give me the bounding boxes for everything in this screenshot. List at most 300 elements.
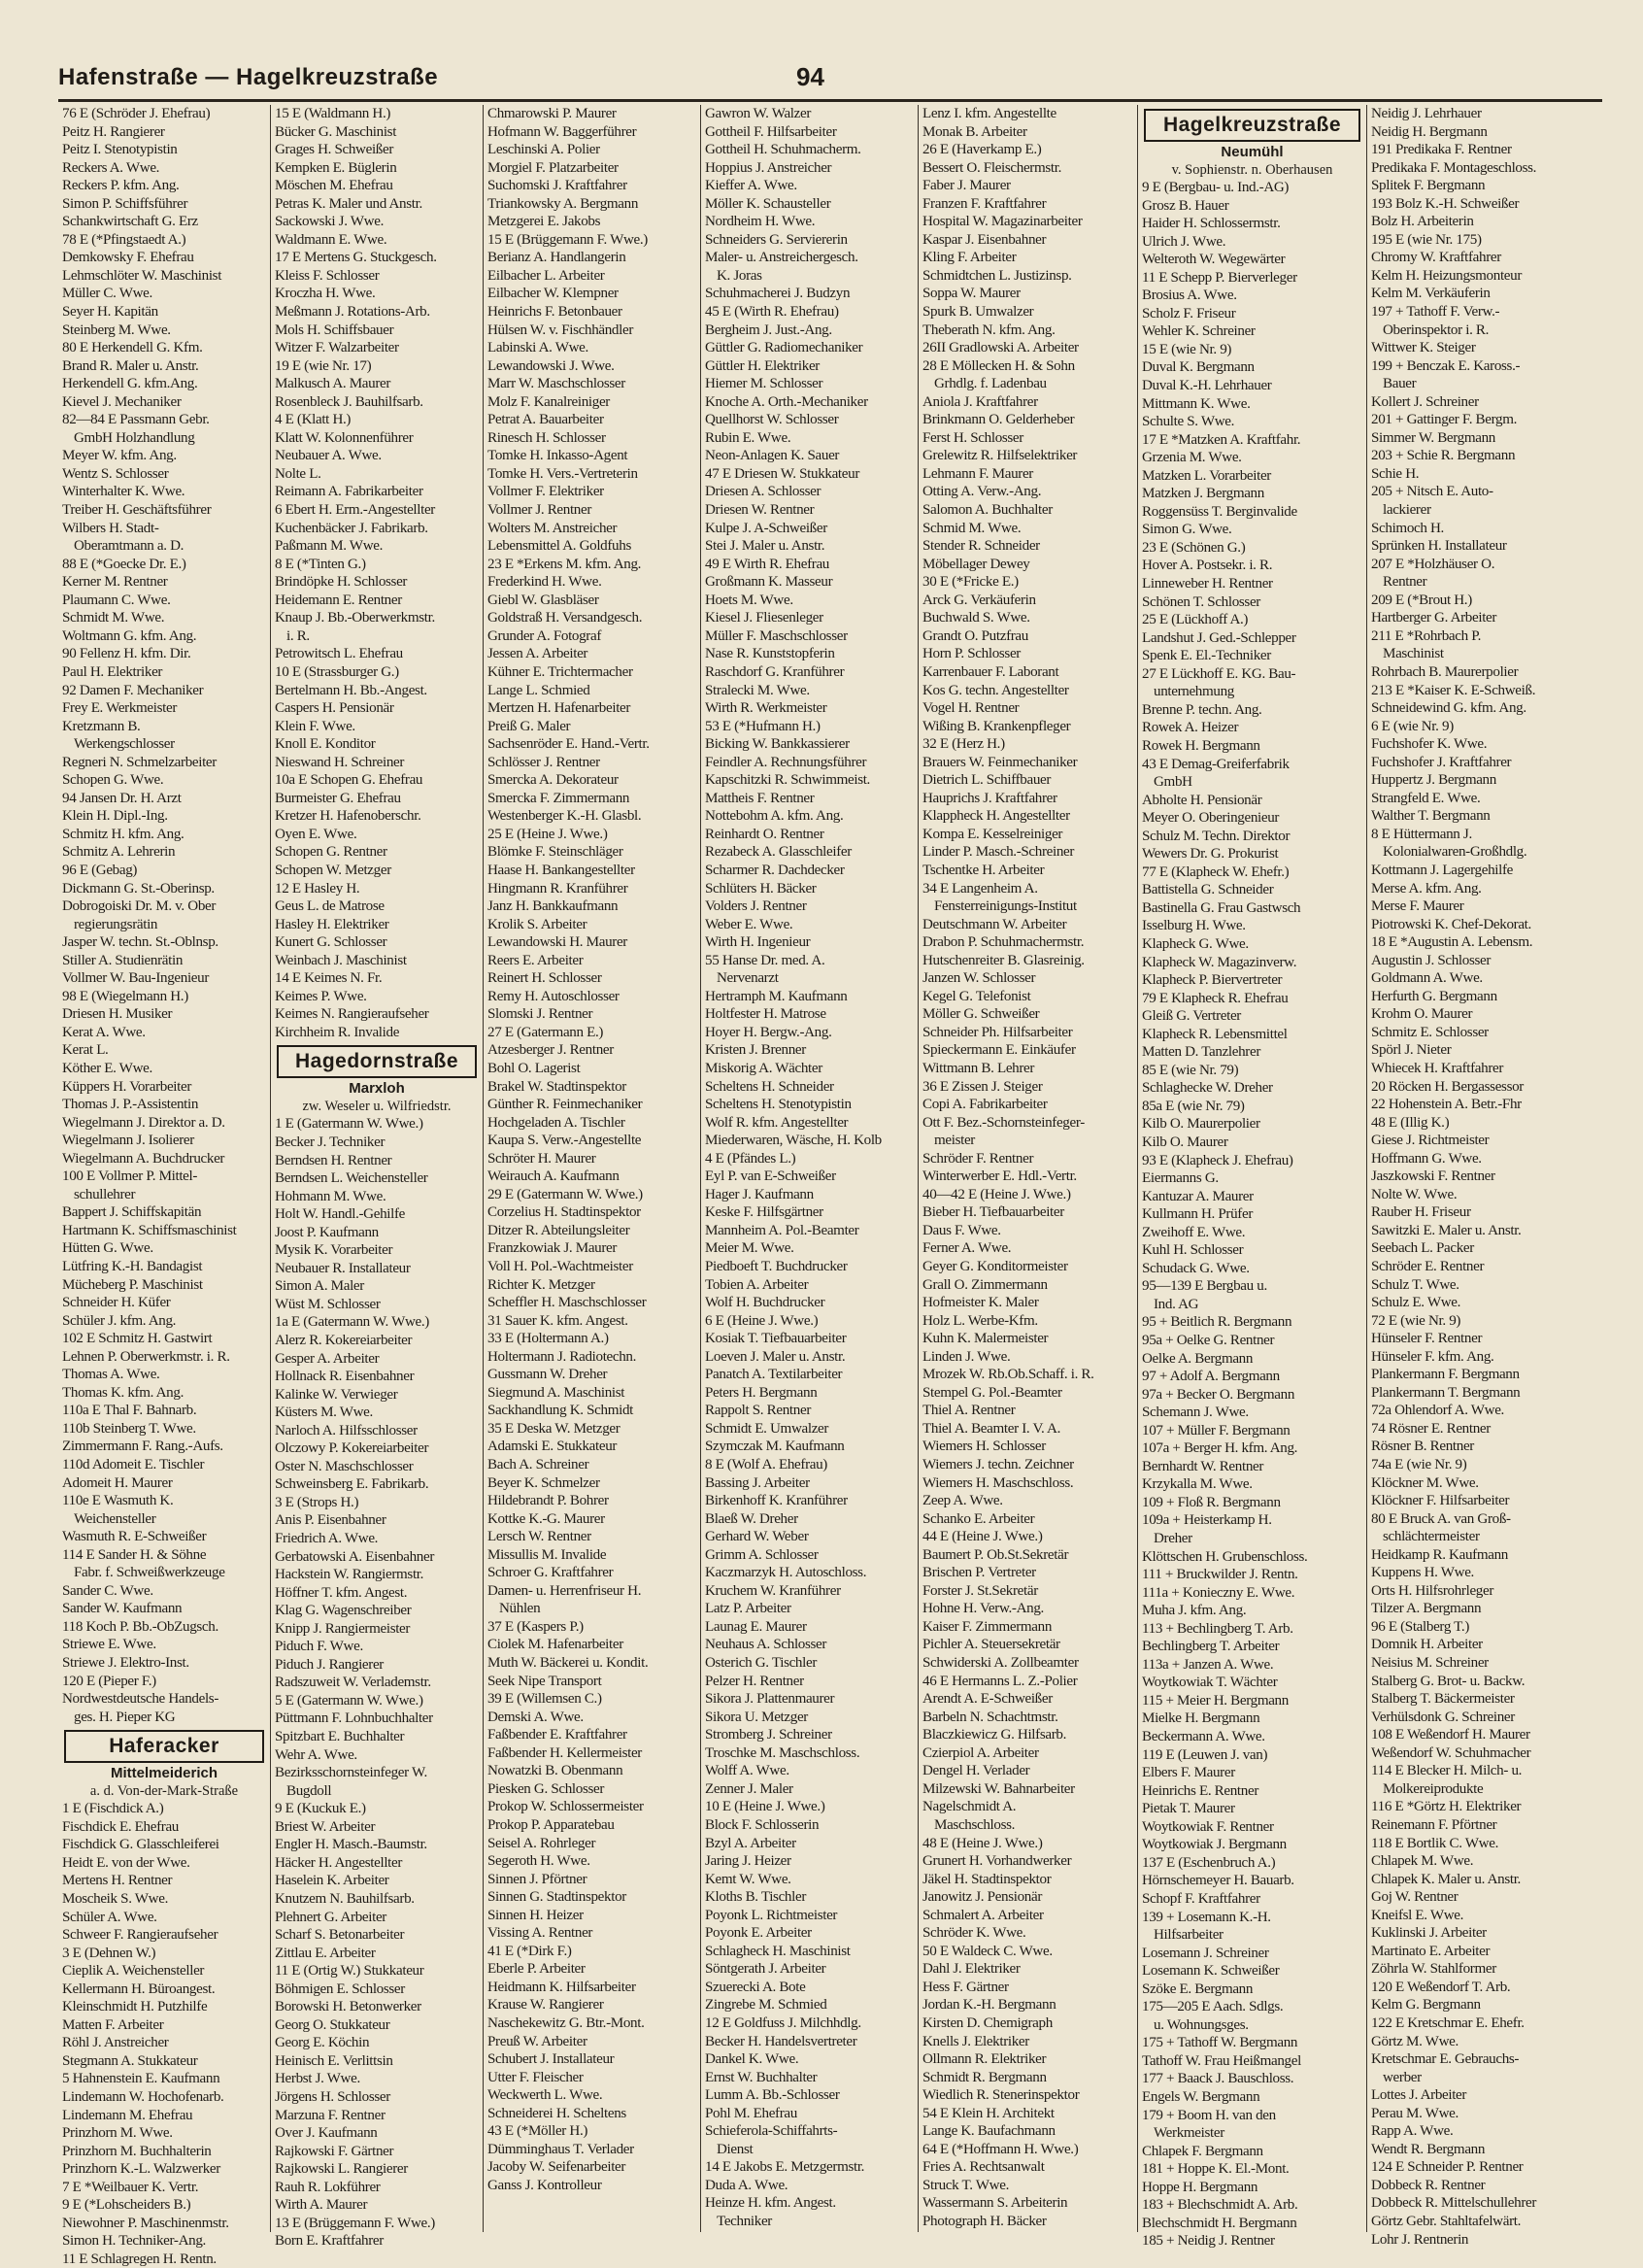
directory-entry: Lehmann F. Maurer [922,465,1033,482]
directory-entry: 181 + Hoppe K. El.-Mont. [1142,2161,1290,2178]
directory-entry: Launag E. Maurer [705,1618,807,1635]
directory-entry: Szymczak M. Kaufmann [705,1439,845,1455]
directory-entry: Piduch J. Rangierer [275,1656,384,1673]
directory-entry: Möller G. Schweißer [922,1006,1040,1023]
directory-entry: Bach A. Schreiner [487,1457,589,1473]
directory-entry: Schneiders G. Serviererin [705,231,848,248]
directory-entry: Pietak T. Maurer [1142,1801,1235,1817]
directory-entry: Hackstein W. Rangiermstr. [275,1567,424,1583]
directory-entry: Klapheck G. Wwe. [1142,935,1249,952]
directory-entry: 78 E (*Pfingstaedt A.) [62,231,186,248]
directory-entry: Eberle P. Arbeiter [487,1961,586,1978]
directory-entry: 64 E (*Hoffmann H. Wwe.) [922,2141,1079,2157]
directory-entry: Peters H. Bergmann [705,1384,818,1401]
directory-entry: Rauber H. Friseur [1371,1204,1471,1221]
directory-entry: Berianz A. Handlangerin [487,250,626,266]
directory-entry: Tomke H. Vers.-Vertreterin [487,465,638,482]
directory-entry: 25 E (Lückhoff A.) [1142,612,1249,628]
directory-entry: Kos G. techn. Angestellter [922,682,1069,698]
directory-entry: Losemann K. Schweißer [1142,1963,1280,1980]
directory-entry: 50 E Waldeck C. Wwe. [922,1943,1053,1959]
directory-entry: 195 E (wie Nr. 175) [1371,231,1482,248]
directory-entry: Brindöpke H. Schlosser [275,574,408,591]
directory-entry: Labinski A. Wwe. [487,340,588,356]
directory-entry: Szöke E. Bergmann [1142,1980,1254,1997]
directory-entry: Dahl J. Elektriker [922,1961,1021,1978]
directory-entry: Rubin E. Wwe. [705,429,791,446]
directory-entry: Birkenhoff K. Kranführer [705,1493,848,1509]
directory-entry-continuation: werber [1383,2069,1422,2085]
directory-entry: Schopen G. Rentner [275,844,387,861]
directory-entry: 85 E (wie Nr. 79) [1142,1062,1239,1078]
directory-entry: Kirchheim R. Invalide [275,1024,400,1040]
street-heading: Hagelkreuzstraße [1144,109,1360,142]
directory-entry: Caspers H. Pensionär [275,700,394,717]
directory-entry: Hohne H. Verw.-Ang. [922,1601,1044,1617]
directory-entry: Molz F. Kanalreiniger [487,393,610,410]
directory-entry: Wilbers H. Stadt- [62,520,159,536]
directory-entry: 110a E Thal F. Bahnarb. [62,1403,197,1419]
directory-entry: Lehmschlöter W. Maschinist [62,267,222,284]
directory-entry: Dickmann G. St.-Oberinsp. [62,880,215,897]
directory-entry: 116 E *Görtz H. Elektriker [1371,1799,1522,1815]
directory-entry: Lewandowski J. Wwe. [487,357,615,374]
directory-entry: 39 E (Willemsen C.) [487,1691,602,1708]
directory-entry: Zimmermann F. Rang.-Aufs. [62,1439,223,1455]
directory-entry: Hertramph M. Kaufmann [705,988,848,1004]
directory-entry: Ferst H. Schlosser [922,429,1023,446]
directory-entry: Weber E. Wwe. [705,916,793,932]
directory-entry: Spurk B. Umwalzer [922,304,1034,321]
directory-entry: 193 Bolz K.-H. Schweißer [1371,195,1520,212]
district-subheading: v. Sophienstr. n. Oberhausen [1171,162,1333,178]
directory-entry: 27 E (Gatermann E.) [487,1024,604,1040]
directory-entry: Faßbender E. Kraftfahrer [487,1727,627,1743]
directory-entry: 12 E Goldfuss J. Milchhdlg. [705,2014,861,2031]
directory-entry: Ganss J. Kontrolleur [487,2177,602,2193]
directory-entry: Mannheim A. Pol.-Beamter [705,1222,859,1238]
directory-entry: Hoppius J. Anstreicher [705,159,832,176]
column-6 [1138,105,1367,2250]
directory-entry: 82—84 E Passmann Gebr. [62,412,210,428]
directory-entry: 19 E (wie Nr. 17) [275,357,372,374]
directory-entry: Jordan K.-H. Bergmann [922,1997,1056,2014]
directory-entry: Daus F. Wwe. [922,1222,1001,1238]
directory-entry: Grzenia M. Wwe. [1142,450,1242,466]
directory-entry: Knutzem N. Bauhilfsarb. [275,1890,415,1907]
directory-entry: Heidt E. von der Wwe. [62,1854,190,1871]
directory-columns [58,105,1602,2267]
directory-entry: Herfurth G. Bergmann [1371,988,1497,1004]
directory-entry: Sachsenröder E. Hand.-Vertr. [487,736,650,753]
directory-entry: Moscheik S. Wwe. [62,1890,168,1907]
directory-entry: Wirth R. Werkmeister [705,700,827,717]
directory-entry: Plaumann C. Wwe. [62,592,171,608]
directory-entry: 45 E (Wirth R. Ehefrau) [705,304,839,321]
directory-entry: Spenk E. El.-Techniker [1142,648,1271,664]
directory-entry: Nieswand H. Schreiner [275,754,405,770]
directory-entry: Keimes N. Rangieraufseher [275,1006,429,1023]
directory-entry: Simon H. Techniker-Ang. [62,2233,206,2250]
directory-entry: Janzen W. Schlosser [922,970,1036,987]
directory-entry: Grunert H. Vorhandwerker [922,1853,1072,1870]
directory-entry: Plankermann F. Bergmann [1371,1367,1520,1383]
directory-entry: Rajkowski F. Gärtner [275,2143,394,2159]
directory-entry: Kuhn K. Malermeister [922,1331,1049,1347]
directory-entry: Eyl P. van E-Schweißer [705,1168,836,1185]
directory-entry: Güttler H. Elektriker [705,357,820,374]
directory-entry: Schröder E. Rentner [1371,1259,1485,1274]
directory-entry: Baumert P. Ob.St.Sekretär [922,1546,1069,1563]
directory-entry: 48 E (Heine J. Wwe.) [922,1835,1043,1851]
directory-entry: Weckwerth L. Wwe. [487,2087,603,2104]
directory-entry: 74a E (wie Nr. 9) [1371,1457,1467,1473]
directory-entry: Schulz T. Wwe. [1371,1276,1459,1293]
directory-entry: Hoffmann G. Wwe. [1371,1150,1482,1167]
directory-entry-continuation: unternehmung [1154,684,1234,700]
directory-entry: Wiemers H. Schlosser [922,1439,1046,1455]
directory-entry: Grelewitz R. Hilfselektriker [922,448,1078,464]
directory-entry: 43 E (*Möller H.) [487,2123,588,2140]
directory-entry: Simon G. Wwe. [1142,522,1232,538]
street-heading: Hagedornstraße [277,1045,477,1078]
directory-entry: Sander W. Kaufmann [62,1601,183,1617]
directory-entry: 88 E (*Goecke Dr. E.) [62,556,186,572]
directory-entry: 90 Fellenz H. kfm. Dir. [62,646,191,662]
directory-entry: Ulrich J. Wwe. [1142,233,1226,250]
directory-entry-continuation: Oberamtmann a. D. [74,538,184,555]
directory-entry: Nordwestdeutsche Handels- [62,1691,219,1708]
directory-entry: 1 E (Gatermann W. Wwe.) [275,1116,423,1133]
directory-entry: Bernhardt W. Rentner [1142,1458,1264,1474]
directory-entry: Schmid M. Wwe. [922,520,1022,536]
directory-entry: Stegmann A. Stukkateur [62,2052,198,2069]
directory-entry: Suchomski J. Kraftfahrer [487,178,627,194]
directory-entry-continuation: schlächtermeister [1383,1529,1480,1545]
directory-entry: Spörl J. Nieter [1371,1042,1452,1059]
directory-entry: Mielke H. Bergmann [1142,1710,1260,1727]
directory-entry: Duda A. Wwe. [705,2177,788,2193]
directory-entry: Matzken L. Vorarbeiter [1142,467,1271,484]
directory-entry: Kantuzar A. Maurer [1142,1188,1254,1204]
directory-entry: Knipp J. Rangiermeister [275,1620,411,1637]
directory-entry: 54 E Klein H. Architekt [922,2105,1055,2121]
directory-entry: Schulz M. Techn. Direktor [1142,828,1291,844]
directory-entry: 85a E (wie Nr. 79) [1142,1098,1245,1114]
directory-entry: Kieffer A. Wwe. [705,178,797,194]
directory-entry: Marzuna F. Rentner [275,2107,386,2123]
directory-entry: Günther R. Feinmechaniker [487,1097,643,1113]
directory-entry: Engler H. Masch.-Baumstr. [275,1837,427,1853]
directory-entry: Atzesberger J. Rentner [487,1042,614,1059]
directory-entry: Mücheberg P. Maschinist [62,1276,203,1293]
directory-entry: Losemann J. Schreiner [1142,1945,1269,1961]
directory-entry: Damen- u. Herrenfriseur H. [487,1582,642,1599]
directory-entry: Schneider Ph. Hilfsarbeiter [922,1024,1073,1040]
directory-entry: Kneifsl E. Wwe. [1371,1907,1464,1923]
directory-entry: Nolte W. Wwe. [1371,1186,1458,1202]
directory-entry-continuation: Dreher [1154,1531,1192,1547]
directory-entry: Forster J. St.Sekretär [922,1582,1038,1599]
directory-entry: Klag G. Wagenschreiber [275,1603,412,1619]
directory-entry: Otting A. Verw.-Ang. [922,484,1042,500]
directory-entry: Kapschitzki R. Schwimmeist. [705,772,870,789]
directory-entry: Giebl W. Glasbläser [487,592,599,608]
directory-entry: 118 E Bortlik C. Wwe. [1371,1835,1498,1851]
directory-entry: Schanko E. Arbeiter [922,1510,1035,1527]
directory-entry: Kühner E. Trichtermacher [487,663,633,680]
directory-entry: Rosenbleck J. Bauhilfsarb. [275,393,423,410]
directory-entry: Wentz S. Schlosser [62,465,169,482]
directory-entry: Pichler A. Steuersekretär [922,1637,1060,1653]
directory-entry: Burmeister G. Ehefrau [275,790,401,806]
directory-entry: Möller K. Schausteller [705,195,831,212]
directory-entry: Wolf H. Buchdrucker [705,1295,825,1311]
directory-entry: Paßmann M. Wwe. [275,538,384,555]
directory-entry: Zöhrla W. Stahlformer [1371,1961,1496,1978]
directory-entry: Reinert H. Schlosser [487,970,602,987]
directory-entry: 48 E (Illig K.) [1371,1114,1450,1131]
directory-entry: Schroer G. Kraftfahrer [487,1565,614,1581]
directory-entry: Isselburg H. Wwe. [1142,918,1246,934]
directory-entry: Röhl J. Anstreicher [62,2035,169,2051]
directory-entry: Meyer W. kfm. Ang. [62,448,177,464]
directory-entry: Müller C. Wwe. [62,286,152,302]
directory-entry: Woytkowiak J. Bergmann [1142,1837,1287,1853]
directory-entry: Hollnack R. Eisenbahner [275,1369,415,1385]
directory-entry: Lange K. Baufachmann [922,2123,1056,2140]
directory-entry: Ditzer R. Abteilungsleiter [487,1222,630,1238]
directory-entry: 120 E Weßendorf T. Arb. [1371,1979,1511,1995]
directory-entry: Demski A. Wwe. [487,1709,584,1725]
directory-entry: Jaring J. Heizer [705,1853,791,1870]
directory-entry: Wolters M. Anstreicher [487,520,618,536]
directory-entry: Georg E. Köchin [275,2035,370,2051]
directory-entry: Alerz R. Kokereiarbeiter [275,1333,413,1348]
directory-entry: Schubert J. Installateur [487,2051,615,2068]
directory-entry: Hingmann R. Kranführer [487,880,628,897]
directory-entry: Plankermann T. Bergmann [1371,1384,1521,1401]
directory-entry: Dietrich L. Schiffbauer [922,772,1052,789]
directory-entry: Kulpe J. A-Schweißer [705,520,827,536]
directory-entry: Gerbatowski A. Eisenbahner [275,1548,435,1565]
directory-entry: Muth W. Bäckerei u. Kondit. [487,1655,649,1672]
directory-entry: Scheltens H. Schneider [705,1078,834,1095]
directory-entry: Kloths B. Tischler [705,1889,806,1906]
directory-entry: Scheffler H. Maschschlosser [487,1295,647,1311]
directory-entry: Regneri N. Schmelzarbeiter [62,754,217,770]
directory-entry: Gottheil F. Hilfsarbeiter [705,123,837,140]
directory-entry: Stender R. Schneider [922,538,1040,555]
directory-entry: Preuß W. Arbeiter [487,2033,587,2049]
directory-entry: Poyonk L. Richtmeister [705,1907,838,1923]
directory-entry: Hospital W. Magazinarbeiter [922,214,1083,230]
directory-entry: Keske F. Hilfsgärtner [705,1204,823,1221]
directory-entry: 37 E (Kaspers P.) [487,1618,584,1635]
directory-entry: Grosz B. Hauer [1142,197,1229,214]
directory-entry: Brosius A. Wwe. [1142,288,1237,304]
directory-entry: Missullis M. Invalide [487,1546,607,1563]
directory-entry: Spieckermann E. Einkäufer [922,1042,1076,1059]
directory-entry: Schüler J. kfm. Ang. [62,1312,177,1329]
directory-entry: Simon P. Schiffsführer [62,195,188,212]
directory-entry: 175—205 E Aach. Sdlgs. [1142,1999,1284,2015]
directory-entry: Schröter H. Maurer [487,1150,596,1167]
directory-entry: Heidkamp R. Kaufmann [1371,1546,1508,1563]
directory-entry: Lehnen P. Oberwerkmstr. i. R. [62,1348,230,1365]
directory-entry: Neidig J. Lehrhauer [1371,106,1482,121]
directory-entry: Neidig H. Bergmann [1371,123,1488,140]
page-header [58,60,1602,99]
directory-entry: Kuhl H. Schlosser [1142,1242,1244,1259]
directory-entry: 111a + Konieczny E. Wwe. [1142,1584,1295,1601]
directory-entry: 17 E *Matzken A. Kraftfahr. [1142,431,1301,448]
directory-entry: Wiegelmann J. Direktor a. D. [62,1114,225,1131]
directory-entry: 26II Gradlowski A. Arbeiter [922,340,1079,356]
directory-entry: Häcker H. Angestellter [275,1854,403,1871]
directory-entry: Mattheis F. Rentner [705,790,815,806]
directory-entry: 14 E Keimes N. Fr. [275,970,383,987]
directory-entry: Tschentke H. Arbeiter [922,862,1045,878]
directory-entry: Lumm A. Bb.-Schlosser [705,2087,840,2104]
directory-entry: Fries A. Rechtsanwalt [922,2159,1045,2176]
directory-entry: Hoets M. Wwe. [705,592,793,608]
directory-entry: Kelm M. Verkäuferin [1371,286,1491,302]
directory-entry: 100 E Vollmer P. Mittel- [62,1168,198,1185]
directory-entry-continuation: K. Joras [717,267,762,284]
directory-entry: Brenne P. techn. Ang. [1142,701,1262,718]
directory-entry: Holtfester H. Matrose [705,1006,826,1023]
directory-entry: Triankowsky A. Bergmann [487,195,639,212]
directory-entry: 107a + Berger H. kfm. Ang. [1142,1440,1298,1457]
directory-entry: Linneweber H. Rentner [1142,576,1273,592]
directory-entry: Striewe E. Wwe. [62,1637,156,1653]
directory-entry: 120 E (Pieper F.) [62,1673,156,1689]
directory-entry: Pelzer H. Rentner [705,1673,804,1689]
directory-entry: 203 + Schie R. Bergmann [1371,448,1516,464]
directory-entry: Klappheck H. Angestellter [922,808,1070,825]
directory-entry: 36 E Zissen J. Steiger [922,1078,1043,1095]
directory-entry: Scharmer R. Dachdecker [705,862,845,878]
directory-entry: Scholz F. Friseur [1142,305,1236,322]
directory-entry: Arendt A. E-Schweißer [922,1691,1053,1708]
directory-entry: 17 E Mertens G. Stuckgesch. [275,250,437,266]
directory-entry: Driesen H. Musiker [62,1006,173,1023]
directory-entry: Lohr J. Rentnerin [1371,2231,1469,2248]
directory-entry: Duval K. Bergmann [1142,359,1255,376]
directory-entry: Zingrebe M. Schmied [705,1997,827,2014]
directory-entry: Dobbeck R. Mittelschullehrer [1371,2195,1537,2212]
directory-entry: Muha J. kfm. Ang. [1142,1603,1247,1619]
district-heading: Mittelmeiderich [110,1765,218,1782]
street-heading: Haferacker [64,1730,264,1763]
directory-entry: Tathoff W. Frau Heißmangel [1142,2052,1301,2069]
directory-entry: Petras K. Maler und Anstr. [275,195,422,212]
directory-entry-continuation: Oberinspektor i. R. [1383,322,1490,338]
directory-entry: Lenz I. kfm. Angestellte [922,106,1056,121]
directory-entry: Kompa E. Kesselreiniger [922,826,1063,842]
directory-entry: Chromy W. Kraftfahrer [1371,250,1501,266]
directory-entry: Drabon P. Schuhmachermstr. [922,934,1085,951]
directory-entry: Huppertz J. Bergmann [1371,772,1496,789]
directory-entry: Aniola J. Kraftfahrer [922,393,1038,410]
directory-entry: Adamski E. Stukkateur [487,1439,618,1455]
directory-entry: 183 + Blechschmidt A. Arb. [1142,2197,1298,2214]
directory-entry: Monak B. Arbeiter [922,123,1027,140]
directory-entry: Witzer F. Walzarbeiter [275,340,399,356]
directory-entry: 23 E (Schönen G.) [1142,539,1246,556]
directory-entry: Frey E. Werkmeister [62,700,178,717]
directory-entry: 175 + Tathoff W. Bergmann [1142,2035,1298,2051]
directory-entry: 114 E Sander H. & Söhne [62,1546,207,1563]
directory-entry: 30 E (*Fricke E.) [922,574,1019,591]
directory-entry: Kollert J. Schreiner [1371,393,1479,410]
directory-entry: 6 E (Heine J. Wwe.) [705,1312,819,1329]
directory-entry: 139 + Losemann K.-H. [1142,1909,1271,1925]
directory-entry: 102 E Schmitz H. Gastwirt [62,1331,213,1347]
directory-entry: Stei J. Maler u. Anstr. [705,538,825,555]
directory-entry: Rappolt S. Rentner [705,1403,811,1419]
directory-entry: Vollmer W. Bau-Ingenieur [62,970,210,987]
directory-entry: Tilzer A. Bergmann [1371,1601,1482,1617]
directory-entry: 40—42 E (Heine J. Wwe.) [922,1186,1071,1202]
directory-entry: Kretzer H. Hafenoberschr. [275,808,421,825]
directory-entry-continuation: lackierer [1383,502,1431,519]
directory-entry: Reimann A. Fabrikarbeiter [275,484,423,500]
directory-entry-continuation: GmbH [1154,774,1192,791]
directory-entry: Woytkowiak F. Rentner [1142,1818,1274,1835]
directory-entry: Kellermann H. Büroangest. [62,1980,216,1997]
directory-entry: Knaup J. Bb.-Oberwerkmstr. [275,610,435,626]
directory-entry: 29 E (Gatermann W. Wwe.) [487,1186,643,1202]
directory-entry: Wiegelmann J. Isolierer [62,1133,194,1149]
directory-entry: Hartmann K. Schiffsmaschinist [62,1222,237,1238]
directory-entry: Klapheck W. Magazinverw. [1142,954,1297,970]
directory-entry: Demkowsky F. Ehefrau [62,250,194,266]
directory-entry: 43 E Demag-Greiferfabrik [1142,756,1290,772]
directory-entry: Miskorig A. Wächter [705,1060,822,1076]
directory-entry: 199 + Benczak E. Kaross.- [1371,357,1521,374]
directory-entry: Malkusch A. Maurer [275,376,391,392]
directory-entry: Hofmann W. Baggerführer [487,123,637,140]
directory-entry: Olczowy P. Kokereiarbeiter [275,1440,429,1457]
directory-entry: Rösner B. Rentner [1371,1439,1474,1455]
directory-entry: 94 Jansen Dr. H. Arzt [62,790,182,806]
directory-entry: Prokop P. Apparatebau [487,1816,615,1833]
directory-entry: Chlapek K. Maler u. Anstr. [1371,1871,1521,1887]
directory-entry: Schlagheck H. Maschinist [705,1943,851,1959]
directory-entry: 96 E (Gebag) [62,862,138,878]
directory-entry: Corzelius H. Stadtinspektor [487,1204,641,1221]
directory-entry: Mols H. Schiffsbauer [275,322,394,338]
directory-entry: Bastinella G. Frau Gastwsch [1142,899,1301,916]
directory-entry: Loeven J. Maler u. Anstr. [705,1348,846,1365]
directory-entry: 122 E Kretschmar E. Ehefr. [1371,2014,1525,2031]
directory-entry-continuation: schullehrer [74,1186,136,1202]
directory-entry: Schönen T. Schlosser [1142,593,1260,610]
directory-entry: Petrat A. Bauarbeiter [487,412,604,428]
directory-entry: Kerat A. Wwe. [62,1024,146,1040]
directory-entry: 118 Koch P. Bb.-ObZugsch. [62,1618,218,1635]
directory-entry: Stalberg G. Brot- u. Backw. [1371,1673,1526,1689]
directory-entry: 7 E *Weilbauer K. Vertr. [62,2179,199,2195]
directory-entry: Over J. Kaufmann [275,2125,378,2142]
directory-entry: Siegmund A. Maschinist [487,1384,625,1401]
directory-entry: Quellhorst W. Schlosser [705,412,839,428]
directory-entry: 72 E (wie Nr. 9) [1371,1312,1461,1329]
directory-entry: 15 E (Brüggemann F. Wwe.) [487,231,648,248]
directory-entry-continuation: GmbH Holzhandlung [74,429,195,446]
